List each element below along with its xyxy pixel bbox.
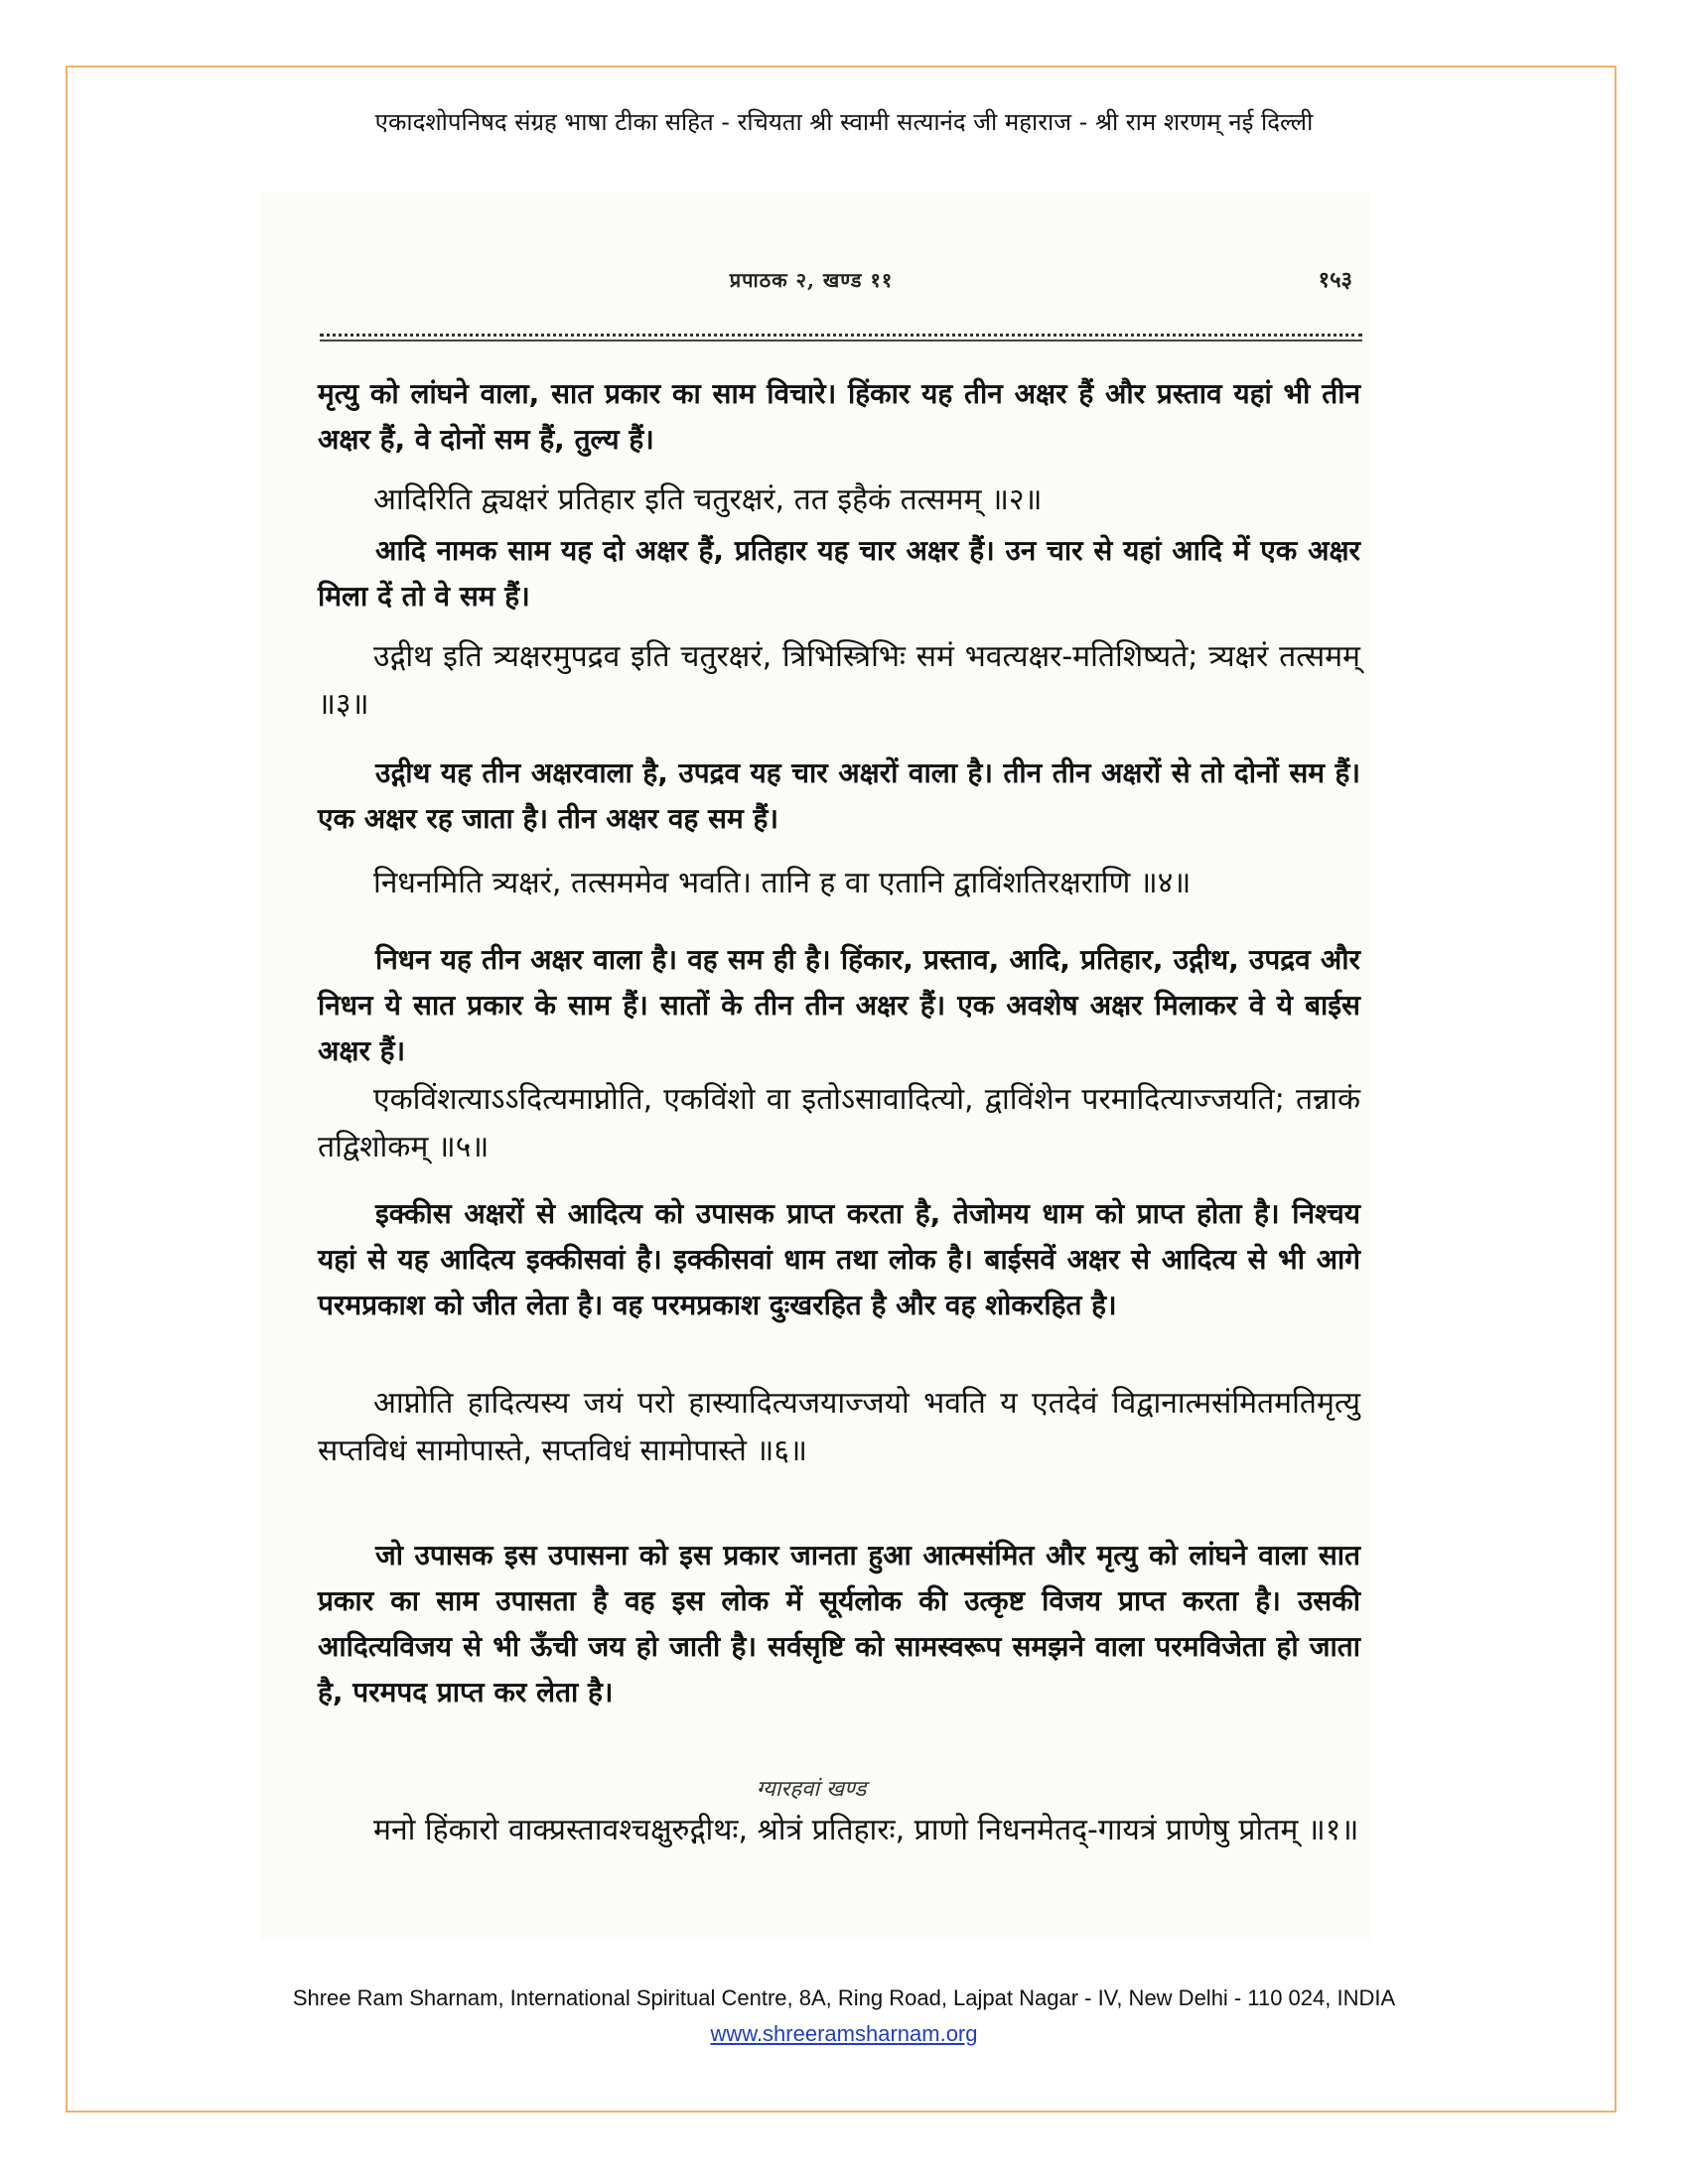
document-header: एकादशोपनिषद संग्रह भाषा टीका सहित - रचियता श्री स्वामी सत्यानंद जी महाराज - श्री राम शरणम् नई दिल्ली <box>374 108 1314 136</box>
hindi-paragraph: मृत्यु को लांघने वाला, सात प्रकार का साम विचारे। हिंकार यह तीन अक्षर हैं और प्रस्ताव यहां भी तीन अक्षर हैं, वे दोनों सम हैं, तुल्य हैं। <box>318 377 1360 456</box>
sanskrit-verse: निधनमिति त्र्यक्षरं, तत्सममेव भवति। तानि ह वा एतानि द्वाविंशतिरक्षराणि ॥४॥ <box>373 866 1192 900</box>
hindi-paragraph: उद्गीथ यह तीन अक्षरवाला है, उपद्रव यह चार अक्षरों वाला है। तीन तीन अक्षरों से तो दोनों सम हैं। एक अक्षर रह जाता है। तीन अक्षर वह सम हैं। <box>318 756 1360 835</box>
hindi-paragraph: आदि नामक साम यह दो अक्षर हैं, प्रतिहार यह चार अक्षर हैं। उन चार से यहां आदि में एक अक्षर मिला दें तो वे सम हैं। <box>318 534 1360 613</box>
hindi-paragraph: इक्कीस अक्षरों से आदित्य को उपासक प्राप्त करता है, तेजोमय धाम को प्राप्त होता है। निश्चय यहां से यह आदित्य इक्कीसवां है। इक्कीसवां धाम तथा लोक है। बाईसवें अक्षर से आदित्य से भी आगे परमप्रकाश को जीत लेता है। वह परमप्रकाश दुःखरहित है और वह शोकरहित है। <box>318 1197 1360 1321</box>
sanskrit-verse: एकविंशत्याऽऽदित्यमाप्नोति, एकविंशो वा इतोऽसावादित्यो, द्वाविंशेन परमादित्याज्जयति; तन्नाकं तद्विशोकम् ॥५॥ <box>318 1082 1360 1164</box>
page-number: १५३ <box>1318 267 1352 293</box>
footer-website <box>66 2021 1622 2047</box>
section-subtitle: ग्यारहवां खण्ड <box>756 1777 867 1802</box>
scan-running-head <box>260 258 1362 298</box>
sanskrit-verse: आप्नोति हादित्यस्य जयं परो हास्यादित्यजयाज्जयो भवति य एतदेवं विद्वानात्मसंमितमतिमृत्यु सप्तविधं सामोपास्ते, सप्तविधं सामोपास्ते ॥६॥ <box>318 1386 1360 1468</box>
website-link[interactable]: www.shreeramsharnam.org <box>710 2021 978 2046</box>
sanskrit-verse: उद्गीथ इति त्र्यक्षरमुपद्रव इति चतुरक्षरं, त्रिभिस्त्रिभिः समं भवत्यक्षर-मतिशिष्यते; त्र्यक्षरं तत्समम् ॥३॥ <box>318 639 1360 722</box>
header-rule <box>320 340 1362 341</box>
footer-address: Shree Ram Sharnam, International Spiritual Centre, 8A, Ring Road, Lajpat Nagar - IV, New Delhi - 110 024, INDIA <box>292 1985 1396 2010</box>
running-head-title: प्रपाठक २, खण्ड ११ <box>729 268 894 292</box>
sanskrit-verse: मनो हिंकारो वाक्प्रस्तावश्चक्षुरुद्गीथः, श्रोत्रं प्रतिहारः, प्राणो निधनमेतद्-गायत्रं प्राणेषु प्रोतम् ॥१॥ <box>373 1813 1359 1847</box>
hindi-paragraph: निधन यह तीन अक्षर वाला है। वह सम ही है। हिंकार, प्रस्ताव, आदि, प्रतिहार, उद्गीथ, उपद्रव और निधन ये सात प्रकार के साम हैं। सातों के तीन तीन अक्षर हैं। एक अवशेष अक्षर मिलाकर वे ये बाईस अक्षर हैं। <box>318 943 1360 1067</box>
hindi-paragraph: जो उपासक इस उपासना को इस प्रकार जानता हुआ आत्मसंमित और मृत्यु को लांघने वाला सात प्रकार का साम उपासता है वह इस लोक में सूर्यलोक की उत्कृष्ट विजय प्राप्त करता है। उसकी आदित्यविजय से भी ऊँची जय हो जाती है। सर्वसृष्टि को सामस्वरूप समझने वाला परमविजेता हो जाता है, परमपद प्राप्त कर लेता है। <box>318 1539 1360 1708</box>
scanned-page <box>260 193 1370 1940</box>
header-dotted-rule <box>320 334 1362 337</box>
sanskrit-verse: आदिरिति द्व्यक्षरं प्रतिहार इति चतुरक्षरं, तत इहैकं तत्समम् ॥२॥ <box>373 482 1043 517</box>
